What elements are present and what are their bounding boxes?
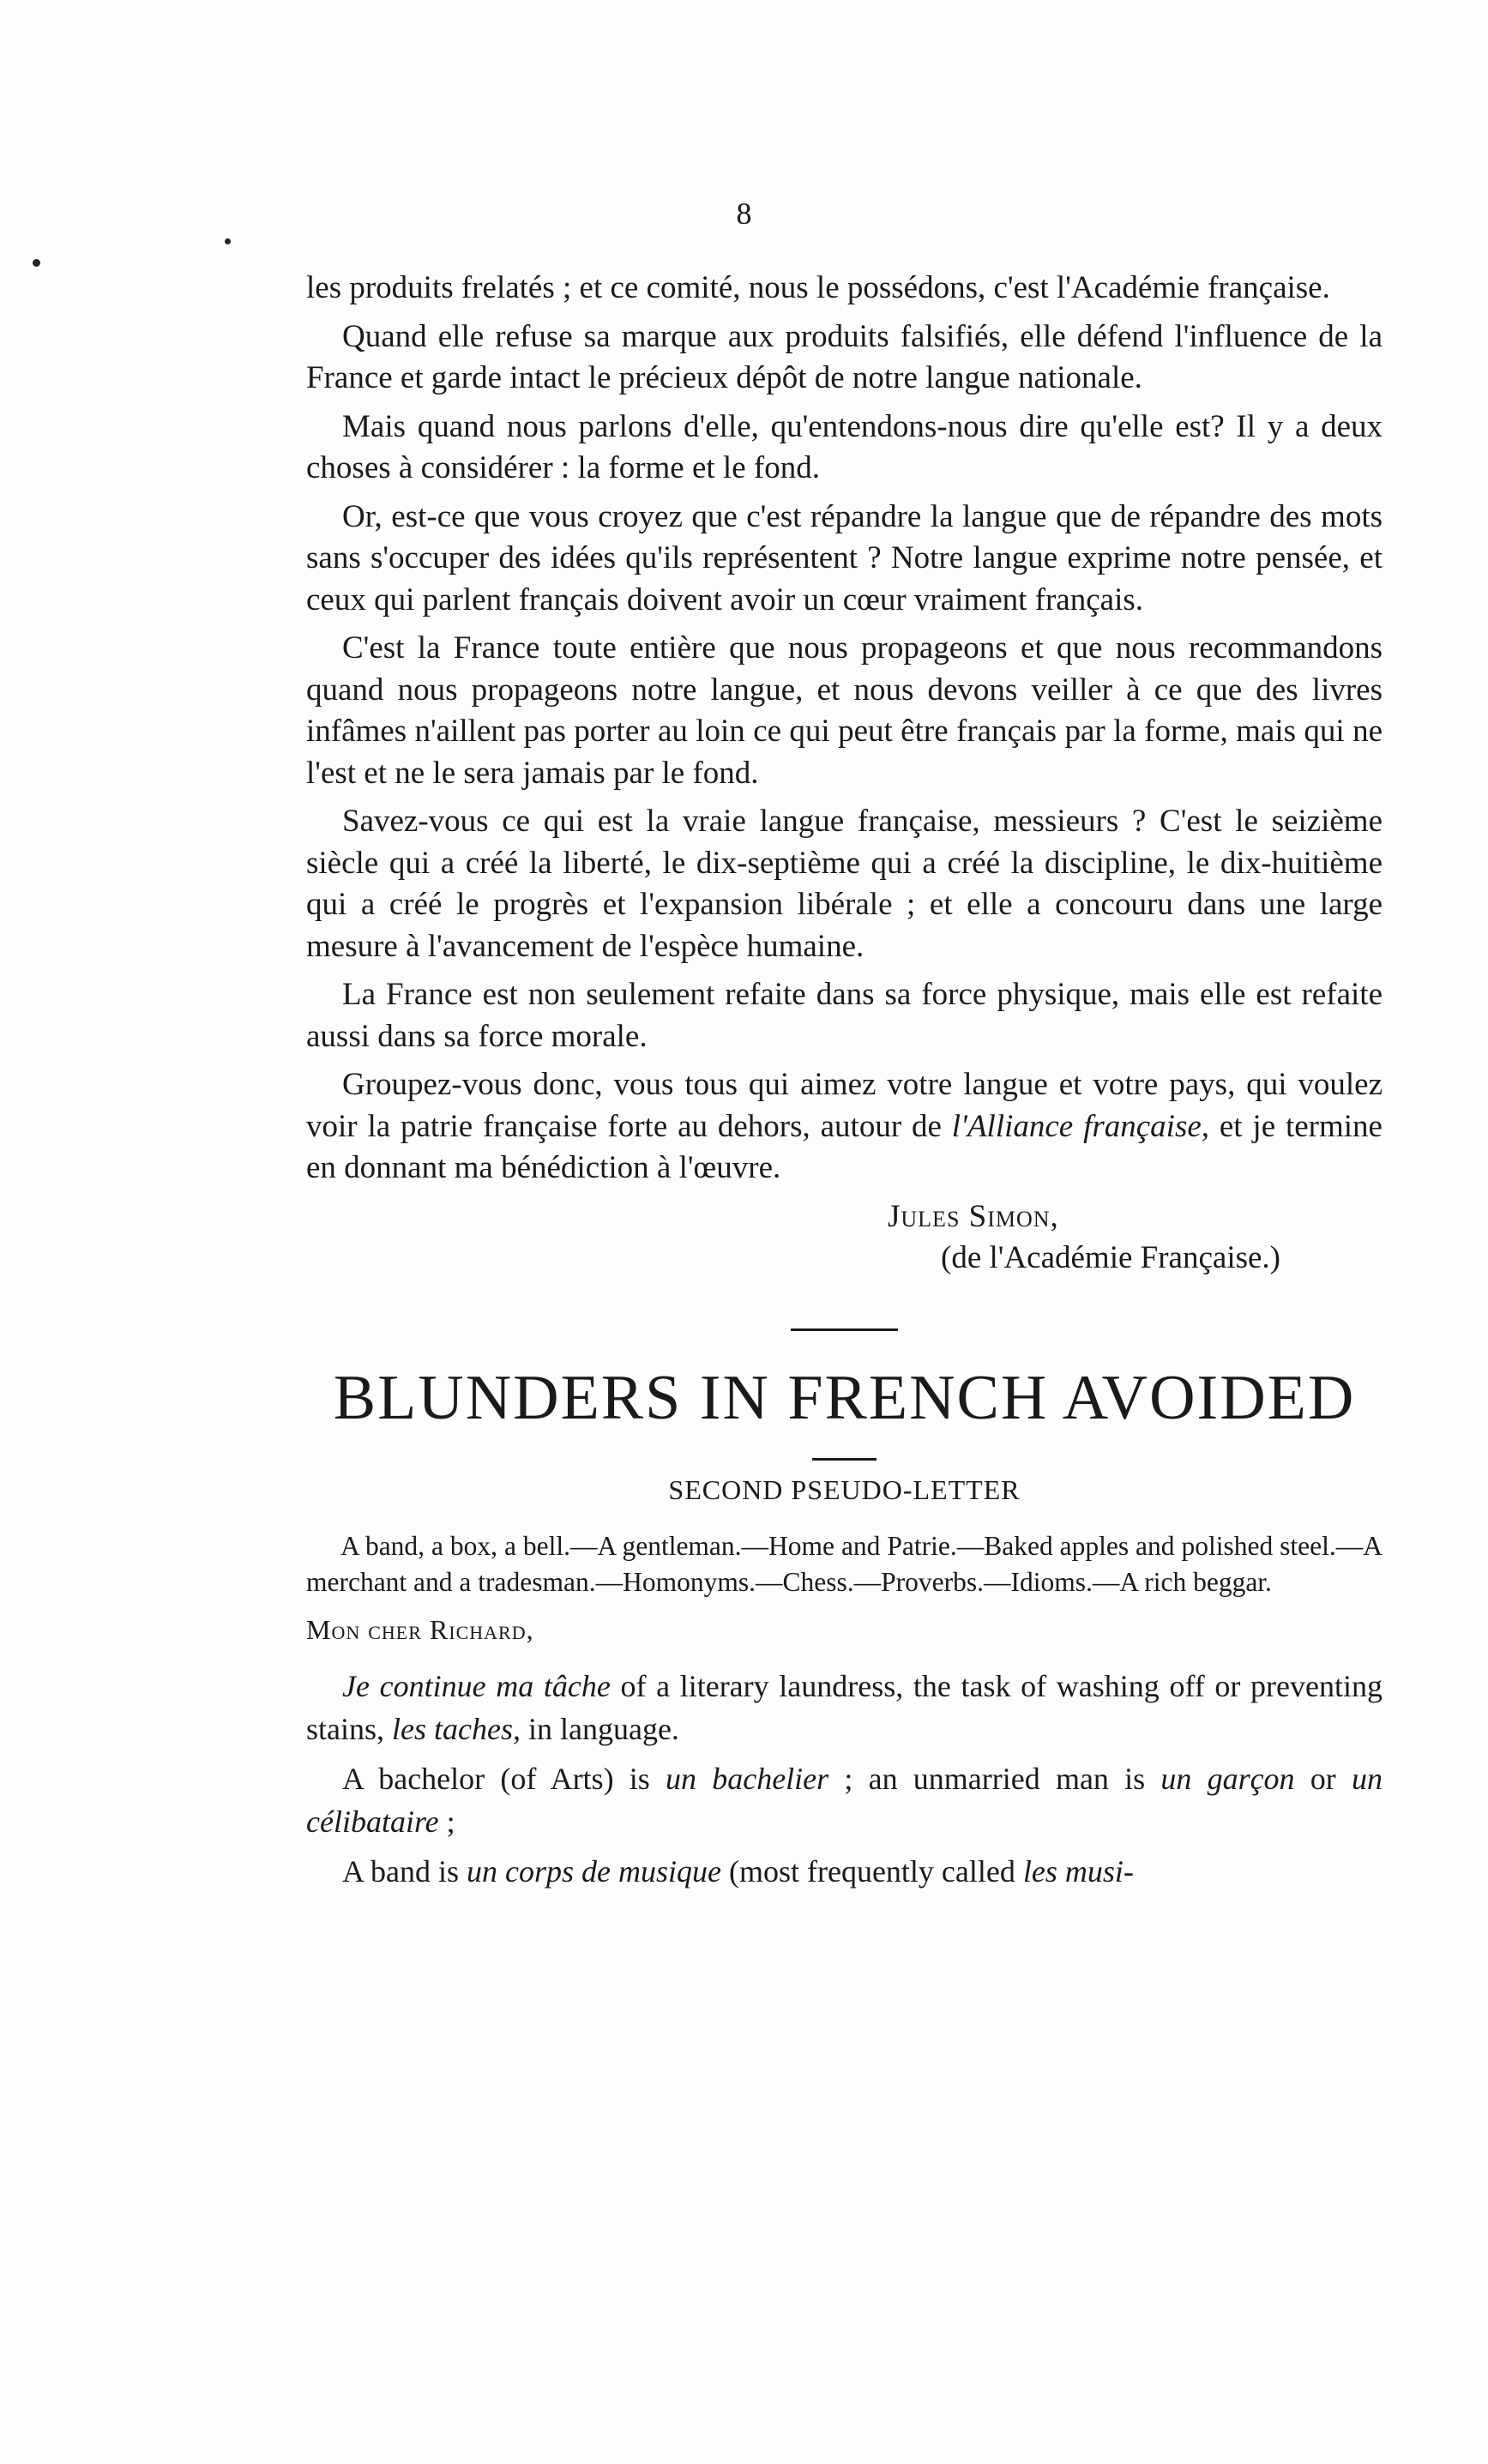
section-divider <box>791 1328 898 1331</box>
letter-text: in language. <box>520 1711 679 1746</box>
body-paragraph: La France est non seulement refaite dans sa force physique, mais elle est refaite aussi dans sa force morale. <box>306 977 1383 1054</box>
body-paragraph: Mais quand nous parlons d'elle, qu'entendons-nous dire qu'elle est? Il y a deux choses à considérer : la forme et le fond. <box>306 408 1383 485</box>
letter-italic: les taches, <box>392 1711 521 1746</box>
signature-name: Jules Simon, <box>888 1198 1059 1234</box>
body-paragraph: Or, est-ce que vous croyez que c'est répandre la langue que de répandre des mots sans s'occuper des idées qu'ils représentent ? Notre langue exprime notre pensée, et ceux qui parlent français doivent avoir un cœur vraiment français. <box>306 498 1383 618</box>
letter-text: (most frequently called <box>720 1853 1023 1889</box>
letter-text: A bachelor (of Arts) is <box>342 1761 666 1796</box>
letter-salutation: Mon cher Richard, <box>306 1613 534 1645</box>
body-paragraph: Savez-vous ce qui est la vraie langue française, messieurs ? C'est le seizième siècle qui a créé la liberté, le dix-septième qui a créé la discipline, le dix-huitième qui a créé le progrès et l'expansion libérale ; et elle a concouru dans une large mesure à l'avancement de l'espèce humaine. <box>306 804 1383 964</box>
letter-italic: un célibataire <box>306 1761 1383 1839</box>
letter-text: or <box>1294 1761 1352 1796</box>
margin-dot-1 <box>33 259 40 267</box>
article-subtitle: SECOND PSEUDO-LETTER <box>668 1473 1021 1505</box>
closing-paragraph <box>306 1064 1383 1190</box>
body-paragraph: C'est la France toute entière que nous propageons et que nous recommandons quand nous propageons notre langue, et nous devons veiller à ce que des livres infâmes n'aillent pas porter au loin ce qui peut être français par la forme, mais qui ne l'est et ne le sera jamais par le fond. <box>306 630 1383 791</box>
page-number: 8 <box>736 196 752 231</box>
body-paragraph: Quand elle refuse sa marque aux produits falsifiés, elle défend l'influence de la France et garde intact le précieux dépôt de notre langue nationale. <box>306 318 1383 395</box>
letter-text: of a literary laundress, the task of washing off or preventing stains, <box>306 1668 1383 1746</box>
article-summary: A band, a box, a bell.—A gentleman.—Home and Patrie.—Baked apples and polished steel.—A merchant and a tradesman.—Homonyms.—Chess.—Proverbs.—Idioms.—A rich beggar. <box>306 1530 1383 1597</box>
title-divider <box>812 1458 877 1461</box>
letter-text: ; <box>438 1804 455 1839</box>
letter-italic: un corps de musique <box>467 1853 721 1889</box>
article-title: BLUNDERS IN FRENCH AVOIDED <box>333 1362 1356 1433</box>
margin-dot-2 <box>225 238 231 244</box>
letter-italic: les musi- <box>1022 1853 1134 1889</box>
alliance-francaise-name: l'Alliance française, <box>951 1108 1210 1144</box>
signature-affiliation: (de l'Académie Française.) <box>941 1239 1280 1275</box>
letter-text: ; an unmarried man is <box>828 1761 1161 1796</box>
text-column <box>306 268 1383 1900</box>
closing-text: Groupez-vous donc, vous tous qui aimez votre langue et votre pays, qui voulez voir la patrie française forte au dehors, autour de <box>306 1067 1383 1144</box>
letter-text: A band is <box>342 1853 467 1889</box>
body-paragraph: les produits frelatés ; et ce comité, nous le possédons, c'est l'Académie française. <box>306 270 1330 305</box>
signature-block <box>306 1196 1383 1279</box>
letter-paragraph <box>306 1757 1383 1843</box>
letter-italic: un bachelier <box>666 1761 829 1796</box>
letter-paragraph <box>306 1665 1383 1750</box>
letter-italic: un garçon <box>1160 1761 1295 1796</box>
letter-paragraph <box>306 1850 1383 1893</box>
letter-italic: Je continue ma tâche <box>342 1668 611 1703</box>
closing-text-end: et je termine en donnant ma bénédiction à l'œuvre. <box>306 1108 1383 1185</box>
